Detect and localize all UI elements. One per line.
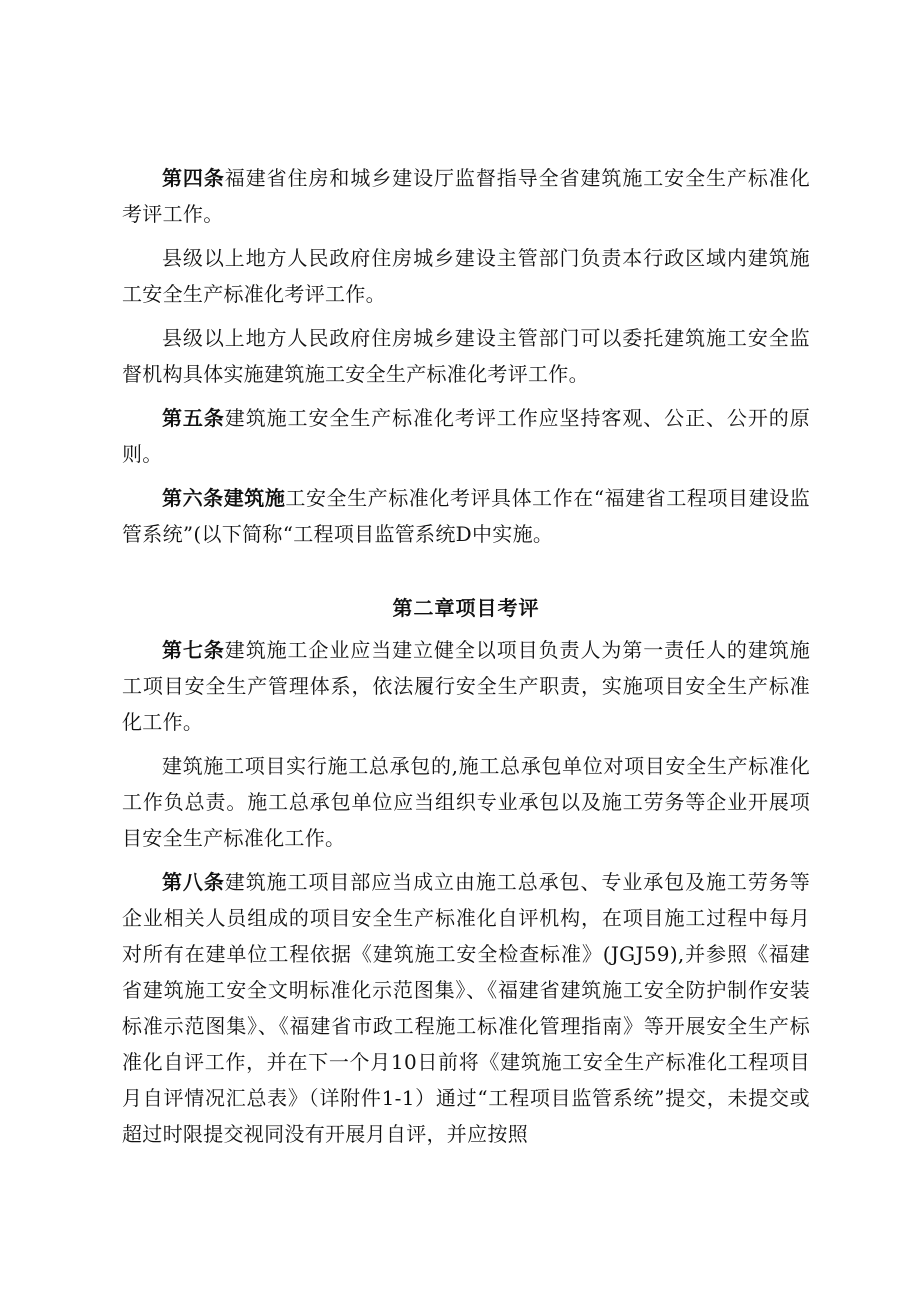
article-7-paragraph-2-text: 建筑施工项目实行施工总承包的,施工总承包单位对项目安全生产标准化工作负总责。施工总承包单位应当组织专业承包以及施工劳务等企业开展项目安全生产标准化工作。 [122,754,810,850]
article-7-text: 建筑施工企业应当建立健全以项目负责人为第一责任人的建筑施工项目安全生产管理体系，依法履行安全生产职责，实施项目安全生产标准化工作。 [122,638,810,734]
article-4-paragraph-3-text: 县级以上地方人民政府住房城乡建设主管部门可以委托建筑施工安全监督机构具体实施建筑施工安全生产标准化考评工作。 [122,326,810,386]
article-4-text: 福建省住房和城乡建设厅监督指导全省建筑施工安全生产标准化考评工作。 [122,166,810,226]
article-4-paragraph-2-text: 县级以上地方人民政府住房城乡建设主管部门负责本行政区域内建筑施工安全生产标准化考评工作。 [122,246,810,306]
article-8-heading: 第八条 [162,870,225,894]
article-8 [122,864,810,1152]
article-5 [122,400,810,472]
article-4-heading: 第四条 [162,166,225,190]
article-4 [122,160,810,232]
article-5-heading: 第五条 [162,406,225,430]
article-7 [122,632,810,740]
article-4-paragraph-3 [122,320,810,392]
article-7-heading: 第七条 [162,638,225,662]
article-6-heading: 第六条建筑施 [162,486,286,510]
article-5-text: 建筑施工安全生产标准化考评工作应坚持客观、公正、公开的原则。 [122,406,810,466]
article-7-paragraph-2 [122,748,810,856]
article-4-paragraph-2 [122,240,810,312]
chapter-title: 第二章项目考评 [392,596,540,620]
article-6-text: 工安全生产标准化考评具体工作在“福建省工程项目建设监管系统”(以下简称“工程项目监管系统D中实施。 [122,486,810,546]
article-6 [122,480,810,552]
article-8-text: 建筑施工项目部应当成立由施工总承包、专业承包及施工劳务等企业相关人员组成的项目安全生产标准化自评机构，在项目施工过程中每月对所有在建单位工程依据《建筑施工安全检查标准》(JGJ59),并参照《福建省建筑施工安全文明标准化示范图集》、《福建省建筑施工安全防护制作安装标准示范图集》、《福建省市政工程施工标准化管理指南》等开展安全生产标准化自评工作，并在下一个月10日前将《建筑施工安全生产标准化工程项目月自评情况汇总表》（详附件1-1）通过“工程项目监管系统”提交，未提交或超过时限提交视同没有开展月自评，并应按照 [122,870,810,1146]
document-body [122,160,810,1152]
